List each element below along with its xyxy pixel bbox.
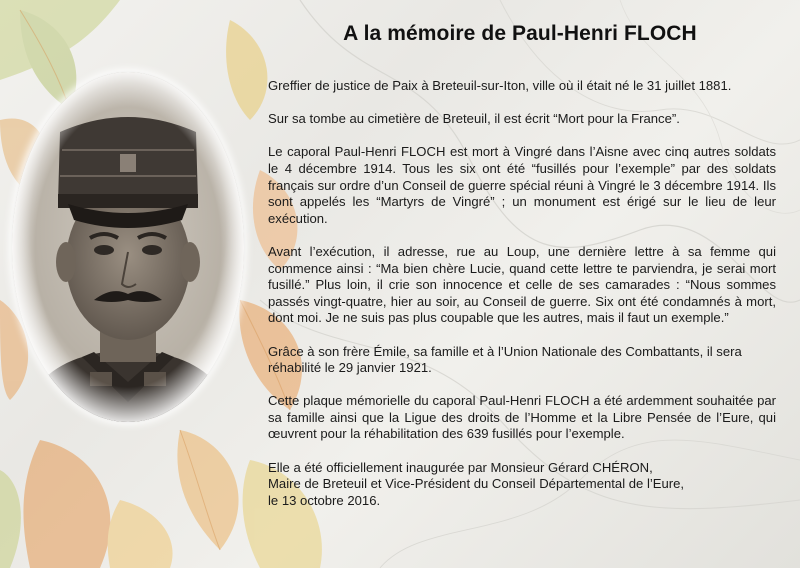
page-title: A la mémoire de Paul-Henri FLOCH — [343, 22, 697, 45]
closing-inauguration — [268, 460, 776, 510]
portrait-photo — [12, 72, 244, 422]
closing-line: Maire de Breteuil et Vice-Président du Conseil Départemental de l’Eure, — [268, 476, 685, 492]
closing-line: le 13 octobre 2016. — [268, 492, 381, 508]
closing-line: Elle a été officiellement inaugurée par Monsieur Gérard CHÉRON, — [268, 459, 653, 475]
paragraph-rehabilitation: Grâce à son frère Émile, sa famille et à l’Union Nationale des Combattants, il sera réhabilité le 29 janvier 1921. — [268, 343, 742, 376]
paragraph-birth: Greffier de justice de Paix à Breteuil-sur-Iton, ville où il était né le 31 juillet 1881. — [268, 78, 732, 93]
paragraph-death: Le caporal Paul-Henri FLOCH est mort à Vingré dans l’Aisne avec cinq autres soldats le 4 décembre 1914. Tous les six ont été “fusillés pour l’exemple” par des soldats français sur ordre d’un Conseil de guerre spécial réuni à Vingré le 3 décembre 1914. Ils sont appelés les “Martyrs de Vingré” ; un monument est érigé sur le lieu de leur exécution. — [268, 144, 776, 226]
paragraph-plaque: Cette plaque mémorielle du caporal Paul-Henri FLOCH a été ardemment souhaitée par sa famille ainsi que la Ligue des droits de l’Homme et la Libre Pensée de l’Eure, qui œuvrent pour la réhabilitation des 639 fusillés pour l’exemple. — [268, 393, 776, 442]
memorial-text — [268, 78, 776, 509]
paragraph-letter: Avant l’exécution, il adresse, rue au Loup, une dernière lettre à sa femme qui commence ainsi : “Ma bien chère Lucie, quand cette lettre te parviendra, je serai mort fusillé.” Plus loin, il crie son innocence et celle de ses camarades : “Nous sommes passés vingt-quatre, hier au soir, au Conseil de guerre. Six ont été condamnés à mort, dont moi. Je ne suis pas plus coupable que les autres, mais il faut un exemple.” — [268, 243, 776, 326]
paragraph-tomb: Sur sa tombe au cimetière de Breteuil, il est écrit “Mort pour la France”. — [268, 111, 680, 127]
